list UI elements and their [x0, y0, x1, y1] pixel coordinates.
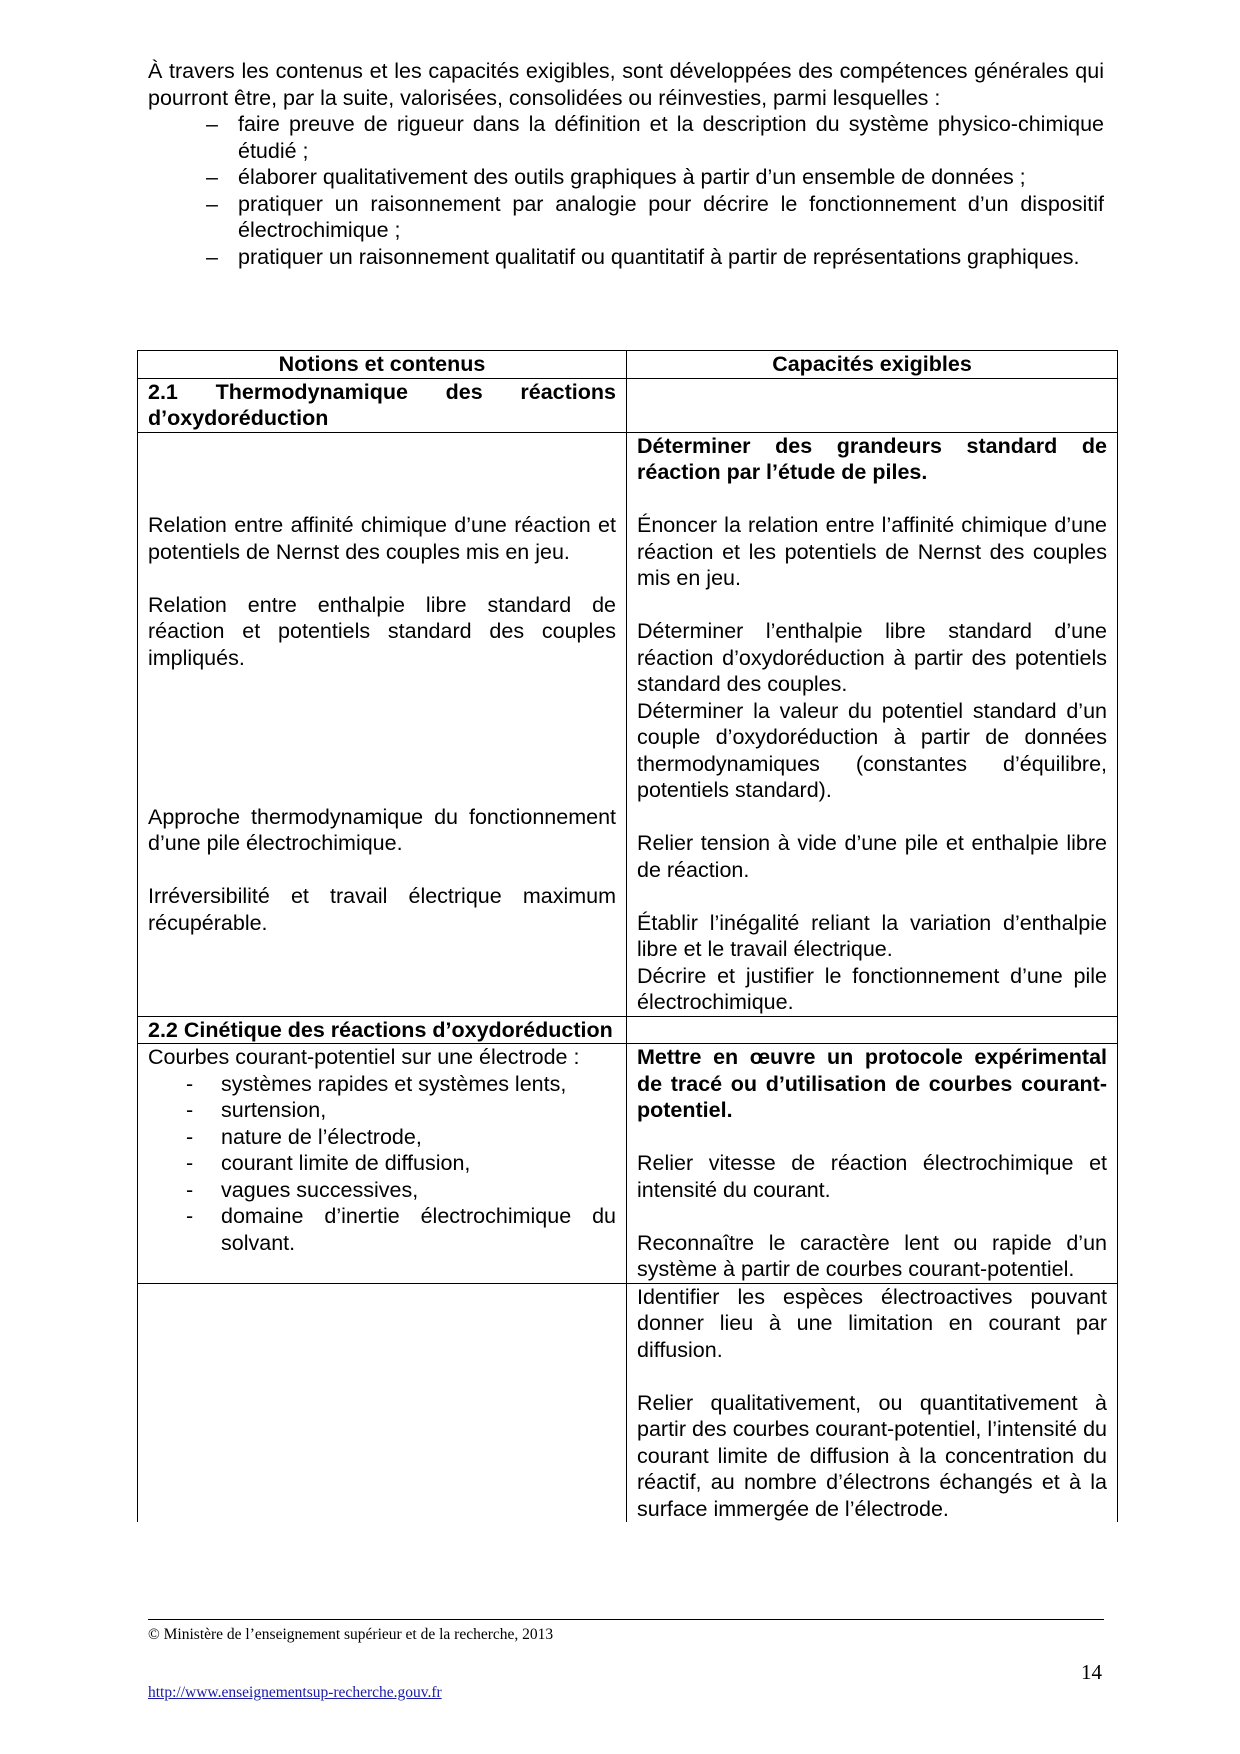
notion-text: Courbes courant-potentiel sur une électrode : — [148, 1045, 580, 1069]
header-notions: Notions et contenus — [138, 351, 627, 379]
list-item: – pratiquer un raisonnement qualitatif ou quantitatif à partir de représentations graphiques. — [206, 244, 1080, 269]
capacity-heading: Déterminer des grandeurs standard de réaction par l’étude de piles. — [637, 433, 1107, 484]
footer-url-link[interactable]: http://www.enseignementsup-recherche.gouv.fr — [148, 1684, 442, 1701]
empty-cell — [138, 1283, 627, 1522]
dash-bullet: – — [206, 112, 218, 136]
capacity-text: Déterminer la valeur du potentiel standard d’un couple d’oxydoréduction à partir de données thermodynamiques (constantes d’équilibre, potentiels standard). — [637, 698, 1107, 802]
intro-paragraph: À travers les contenus et les capacités exigibles, sont développées des compétences générales qui pourront être, par la suite, valorisées, consolidées ou réinvesties, parmi lesquelles : — [148, 59, 1104, 110]
list-item: – faire preuve de rigueur dans la définition et la description du système physico-chimique étudié ; — [206, 112, 1104, 163]
list-item: – pratiquer un raisonnement par analogie pour décrire le fonctionnement d’un dispositif électrochimique ; — [206, 191, 1104, 242]
table-header-row — [138, 351, 1118, 379]
empty-cell — [627, 1016, 1118, 1044]
capacites-cell — [627, 1044, 1118, 1284]
notion-text: Relation entre affinité chimique d’une réaction et potentiels de Nernst des couples mis en jeu. — [148, 513, 616, 564]
dash-bullet: – — [206, 244, 218, 269]
list-item: - systèmes rapides et systèmes lents, — [186, 1071, 567, 1096]
notion-sublist — [148, 1071, 616, 1257]
list-item: - vagues successives, — [186, 1177, 419, 1202]
notions-cell — [138, 432, 627, 1016]
footer-divider — [148, 1619, 1104, 1620]
list-item: – élaborer qualitativement des outils graphiques à partir d’un ensemble de données ; — [206, 165, 1026, 189]
dash-bullet: – — [206, 191, 218, 216]
competences-list — [148, 111, 1104, 270]
table-row — [138, 1283, 1118, 1522]
list-item: - domaine d’inertie électrochimique du solvant. — [186, 1204, 616, 1255]
capacity-text: Énoncer la relation entre l’affinité chimique d’une réaction et les potentiels de Nernst des couples mis en jeu. — [637, 513, 1107, 590]
notion-text: Irréversibilité et travail électrique maximum récupérable. — [148, 884, 616, 935]
page-number: 14 — [1081, 1660, 1102, 1684]
footer-copyright: © Ministère de l’enseignement supérieur et de la recherche, 2013 — [148, 1626, 554, 1643]
notions-cell — [138, 1044, 627, 1284]
capacity-text: Relier tension à vide d’une pile et enthalpie libre de réaction. — [637, 831, 1107, 882]
section-title: 2.1 Thermodynamique des réactions d’oxydoréduction — [138, 378, 627, 432]
capacity-text: Identifier les espèces électroactives pouvant donner lieu à une limitation en courant par diffusion. — [637, 1284, 1107, 1362]
capacites-cell — [627, 432, 1118, 1016]
program-table — [137, 350, 1118, 1522]
capacity-text: Relier qualitativement, ou quantitativement à partir des courbes courant-potentiel, l’intensité du courant limite de diffusion à la concentration du réactif, au nombre d’électrons échangés et à la surface immergée de l’électrode. — [637, 1390, 1107, 1521]
table-row — [138, 1044, 1118, 1284]
table-row — [138, 432, 1118, 1016]
section-title: 2.2 Cinétique des réactions d’oxydoréduction — [138, 1016, 627, 1044]
notion-text: Relation entre enthalpie libre standard de réaction et potentiels standard des couples impliqués. — [148, 592, 616, 670]
list-item: - courant limite de diffusion, — [186, 1151, 471, 1175]
empty-cell — [627, 378, 1118, 432]
table-row — [138, 378, 1118, 432]
capacity-heading: Mettre en œuvre un protocole expérimental de tracé ou d’utilisation de courbes courant-potentiel. — [637, 1045, 1107, 1122]
header-capacites: Capacités exigibles — [627, 351, 1118, 379]
table-row — [138, 1016, 1118, 1044]
notion-text: Approche thermodynamique du fonctionnement d’une pile électrochimique. — [148, 804, 616, 855]
list-item: - nature de l’électrode, — [186, 1124, 422, 1149]
capacity-text: Relier vitesse de réaction électrochimique et intensité du courant. — [637, 1151, 1107, 1202]
capacity-text: Déterminer l’enthalpie libre standard d’une réaction d’oxydoréduction à partir des potentiels standard des couples. — [637, 619, 1107, 696]
dash-bullet: – — [206, 165, 218, 189]
capacity-text: Établir l’inégalité reliant la variation d’enthalpie libre et le travail électrique. — [637, 910, 1107, 961]
intro-block — [148, 58, 1104, 270]
capacity-text: Reconnaître le caractère lent ou rapide d’un système à partir de courbes courant-potentiel. — [637, 1230, 1107, 1281]
list-item: - surtension, — [186, 1098, 327, 1122]
capacites-cell — [627, 1283, 1118, 1522]
capacity-text: Décrire et justifier le fonctionnement d’une pile électrochimique. — [637, 963, 1107, 1014]
